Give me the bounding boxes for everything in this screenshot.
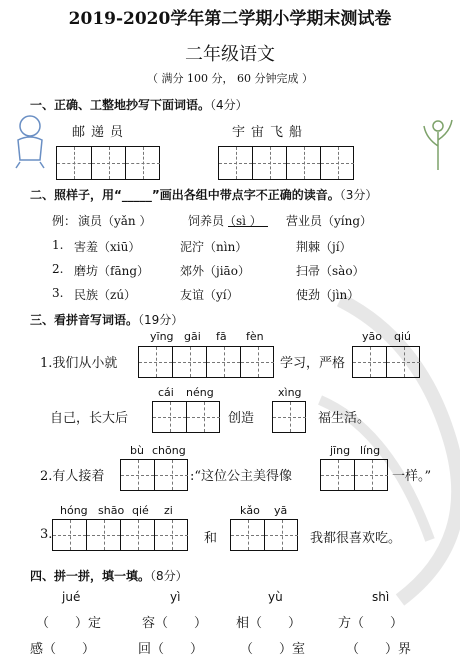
- line-2-text-a: 自己，长大后: [50, 411, 129, 426]
- answer-grid-5[interactable]: [120, 459, 188, 491]
- page-title: 2019-2020学年第二学期小学期末测试卷: [68, 9, 392, 29]
- pinyin-fa: fā: [216, 330, 227, 343]
- row-1-number: 1.: [52, 238, 64, 252]
- example-label: 例：: [52, 214, 77, 228]
- line-4-text-c: 我都很喜欢吃。: [310, 531, 402, 546]
- line-1-text-b: 学习，严格: [280, 356, 346, 371]
- line-4-text-b: 和: [204, 531, 218, 546]
- pinyin-qie: qié: [132, 504, 149, 517]
- pinyin-yu: yù: [268, 590, 283, 604]
- pinyin-bu: bù: [130, 444, 144, 457]
- line-3-text-c: 一样。”: [392, 469, 432, 484]
- row-1-item-3[interactable]: 荆棘（jí）: [296, 240, 352, 254]
- fill-r1-2[interactable]: 容（ ）: [142, 616, 208, 631]
- pinyin-ling: líng: [360, 444, 381, 457]
- row-1-item-2[interactable]: 泥泞（nìn）: [180, 240, 248, 254]
- section-2-points: （3分）: [339, 188, 378, 202]
- line-1-text-a: 1.我们从小就: [40, 356, 118, 371]
- answer-grid-2[interactable]: [352, 346, 420, 378]
- answer-grid-6[interactable]: [320, 459, 388, 491]
- pinyin-shi: shì: [372, 590, 390, 604]
- section-1-title: 一、正确、工整地抄写下面词语。: [30, 98, 211, 112]
- plant-doodle-icon: [418, 112, 458, 172]
- answer-grid-3[interactable]: [152, 401, 220, 433]
- example-word-1: 演员（yǎn ）: [78, 214, 152, 228]
- pinyin-yao: yāo: [362, 330, 382, 343]
- child-doodle-icon: [4, 110, 56, 170]
- pinyin-jue: jué: [62, 590, 81, 604]
- section-1-heading: [30, 96, 248, 113]
- fill-r2-1[interactable]: 感（ ）: [30, 642, 96, 657]
- row-2-item-2[interactable]: 郊外（jiāo）: [180, 264, 250, 278]
- pinyin-shao: shāo: [98, 504, 125, 517]
- section-4-heading: [30, 567, 188, 584]
- fill-r1-3[interactable]: 相（ ）: [236, 616, 302, 631]
- copy-word-2: 宇宙飞船: [232, 125, 309, 140]
- pinyin-qiu: qiú: [394, 330, 412, 343]
- answer-grid-4[interactable]: [272, 401, 306, 433]
- section-2-heading: [30, 186, 377, 203]
- pinyin-jing: jīng: [330, 444, 351, 457]
- pinyin-chong: chōng: [152, 444, 186, 457]
- row-3-item-2[interactable]: 友谊（yí）: [180, 288, 239, 302]
- exam-note: （ 满分 100 分， 60 分钟完成 ）: [147, 72, 313, 85]
- row-2-item-1[interactable]: 磨坊（fāng）: [74, 264, 150, 278]
- copy-word-1: 邮递员: [72, 125, 130, 140]
- fill-r1-4[interactable]: 方（ ）: [338, 616, 404, 631]
- fill-r1-1[interactable]: （ ）定: [36, 616, 102, 631]
- fill-r2-3[interactable]: （ ）室: [240, 642, 306, 657]
- section-3-heading: [30, 311, 183, 328]
- answer-grid-1[interactable]: [138, 346, 274, 378]
- pinyin-xing: xìng: [278, 386, 302, 399]
- section-3-title: 三、看拼音写词语。: [30, 313, 139, 327]
- row-3-item-1[interactable]: 民族（zú）: [74, 288, 137, 302]
- pinyin-cai: cái: [158, 386, 174, 399]
- page-subtitle: 二年级语文: [185, 44, 275, 65]
- pinyin-ya: yā: [274, 504, 288, 517]
- pinyin-ying: yīng: [150, 330, 174, 343]
- line-3-text-a: 2.有人接着: [40, 469, 105, 484]
- section-4-points: （8分）: [150, 569, 188, 583]
- row-3-number: 3.: [52, 286, 64, 300]
- row-1-item-1[interactable]: 害羞（xiū）: [74, 240, 141, 254]
- example-word-2: 饲养员（sì ）: [188, 214, 262, 228]
- section-1-points: （4分）: [210, 98, 248, 112]
- pinyin-zi: zi: [164, 504, 173, 517]
- pinyin-gai: gāi: [184, 330, 201, 343]
- pinyin-yi: yì: [170, 590, 181, 604]
- row-2-item-3[interactable]: 扫帚（sào）: [296, 264, 365, 278]
- example-underline: [228, 226, 268, 227]
- pinyin-kao: kǎo: [240, 504, 260, 517]
- line-3-text-b: :“这位公主美得像: [190, 469, 293, 484]
- row-3-item-3[interactable]: 使劲（jìn）: [296, 288, 360, 302]
- section-2-title: 二、照样子，用“_____”画出各组中带点字不正确的读音。: [30, 188, 340, 202]
- line-4-text-a: 3.: [40, 527, 53, 542]
- line-2-text-c: 福生活。: [318, 411, 371, 426]
- fill-r2-2[interactable]: 回（ ）: [138, 642, 204, 657]
- writing-grid-word-1[interactable]: [56, 146, 160, 180]
- answer-grid-7[interactable]: [52, 519, 188, 551]
- section-3-points: （19分）: [138, 313, 184, 327]
- section-4-title: 四、拼一拼，填一填。: [30, 569, 151, 583]
- writing-grid-word-2[interactable]: [218, 146, 354, 180]
- fill-r2-4[interactable]: （ ）界: [346, 642, 412, 657]
- example-word-3: 营业员（yíng）: [286, 214, 373, 228]
- row-2-number: 2.: [52, 262, 64, 276]
- answer-grid-8[interactable]: [230, 519, 298, 551]
- pinyin-fen: fèn: [246, 330, 264, 343]
- pinyin-hong: hóng: [60, 504, 88, 517]
- line-2-text-b: 创造: [228, 411, 255, 426]
- pinyin-neng: néng: [186, 386, 214, 399]
